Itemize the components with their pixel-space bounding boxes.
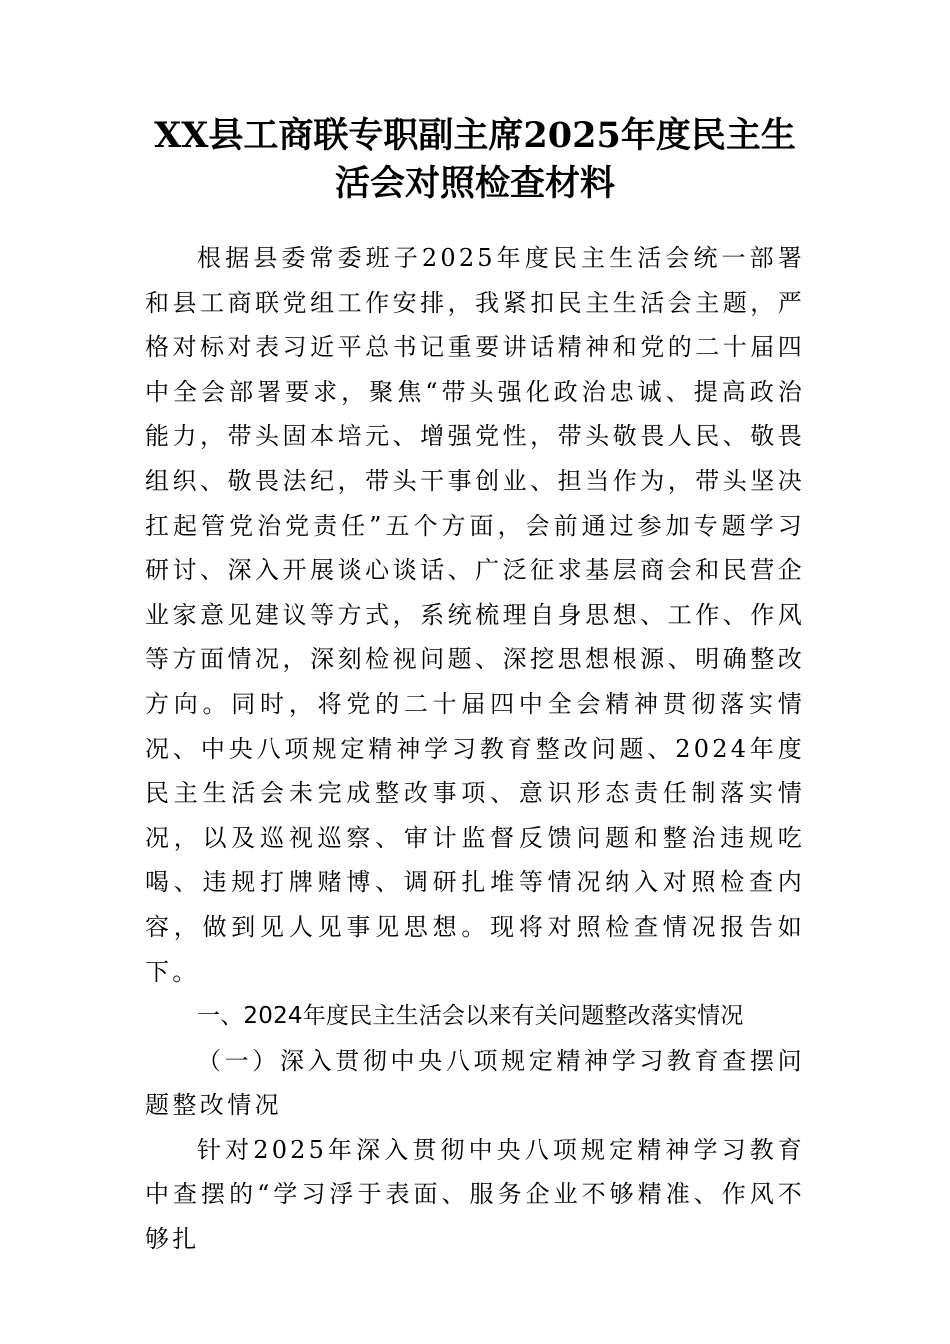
subsection-1-paragraph: 针对2025年深入贯彻中央八项规定精神学习教育中查摆的“学习浮于表面、服务企业不够精准、作风不够扎 [145, 1135, 805, 1254]
document-title-line-1: XX县工商联专职副主席2025年度民主生 [154, 115, 796, 156]
subsection-1-heading: （一）深入贯彻中央八项规定精神学习教育查摆问题整改情况 [145, 1046, 805, 1120]
document-title [120, 112, 830, 208]
document-body [145, 236, 805, 1262]
intro-paragraph: 根据县委常委班子2025年度民主生活会统一部署和县工商联党组工作安排，我紧扣民主生活会主题，严格对标对表习近平总书记重要讲话精神和党的二十届四中全会部署要求，聚焦“带头强化政治忠诚、提高政治能力，带头固本培元、增强党性，带头敬畏人民、敬畏组织、敬畏法纪，带头干事创业、担当作为，带头坚决扛起管党治党责任”五个方面，会前通过参加专题学习研讨、深入开展谈心谈话、广泛征求基层商会和民营企业家意见建议等方式，系统梳理自身思想、工作、作风等方面情况，深刻检视问题、深挖思想根源、明确整改方向。同时，将党的二十届四中全会精神贯彻落实情况、中央八项规定精神学习教育整改问题、2024年度民主生活会未完成整改事项、意识形态责任制落实情况，以及巡视巡察、审计监督反馈问题和整治违规吃喝、违规打牌赌博、调研扎堆等情况纳入对照检查内容，做到见人见事见思想。现将对照检查情况报告如下。 [145, 244, 805, 986]
document-title-line-2: 活会对照检查材料 [334, 163, 615, 204]
section-1-heading: 一、2024年度民主生活会以来有关问题整改落实情况 [197, 1003, 744, 1030]
